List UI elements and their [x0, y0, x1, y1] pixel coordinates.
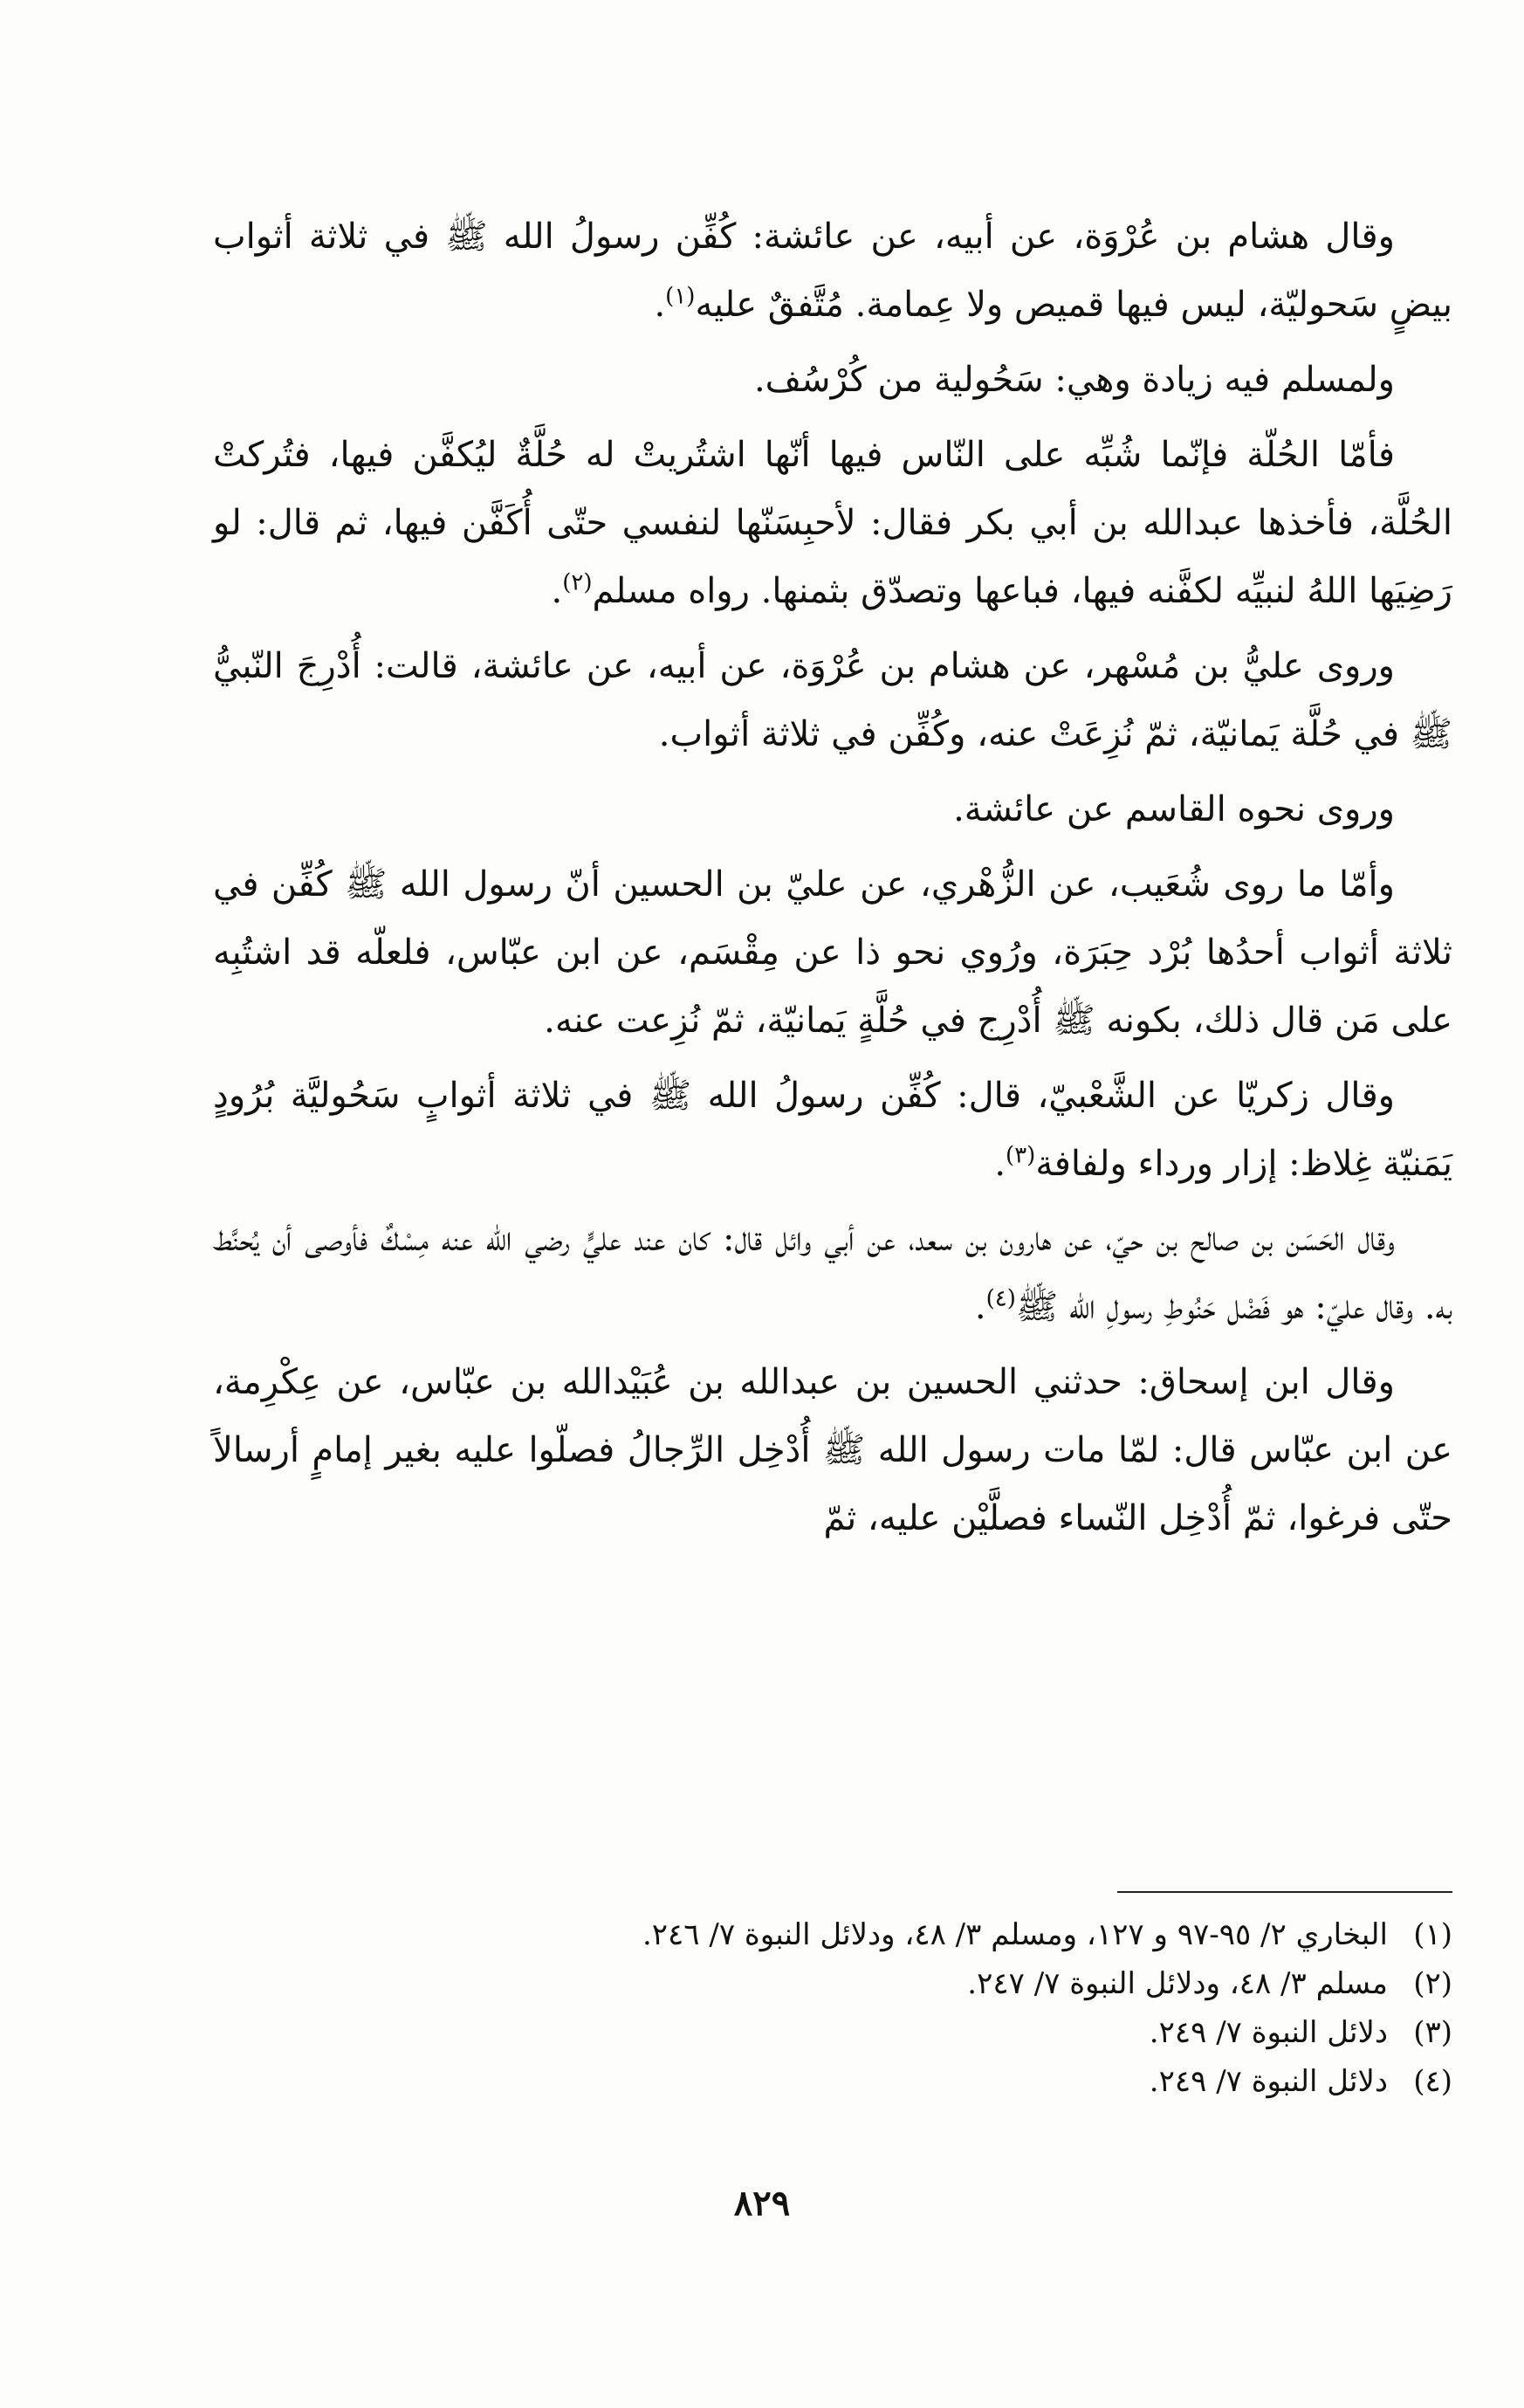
paragraph: [213, 775, 1452, 843]
paragraph-text: وقال ابن إسحاق: حدثني الحسين بن عبدالله بن عُبَيْدالله بن عبّاس، عن عِكْرِمة، عن ابن عبّاس قال: لمّا مات رسول الله ﷺ أُدْخِل الرِّجالُ فصلّوا عليه بغير إمامٍ أرسالاً حتّى فرغوا، ثمّ أُدْخِل النّساء فصلَّيْن عليه، ثمّ: [213, 1362, 1452, 1538]
footnote-reference: (١): [665, 283, 696, 310]
paragraph: [213, 850, 1452, 1055]
paragraph-text: وقال هشام بن عُرْوَة، عن أبيه، عن عائشة: كُفِّن رسولُ الله ﷺ في ثلاثة أثواب بيضٍ سَحوليّة، ليس فيها قميص ولا عِمامة. مُتَّفقٌ عليه: [213, 217, 1452, 325]
footnote-number: (٤): [1413, 2064, 1452, 2099]
footnote-divider: [1117, 1891, 1452, 1893]
footnote-number: (٣): [1413, 2015, 1452, 2050]
paragraph-text: وأمّا ما روى شُعَيب، عن الزُّهْري، عن عليّ بن الحسين أنّ رسول الله ﷺ كُفِّن في ثلاثة أثواب أحدُها بُرْد حِبَرَة، ورُوي نحو ذا عن مِقْسَم، عن ابن عبّاس، فلعلّه قد اشتُبِه على مَن قال ذلك، بكونه ﷺ أُدْرِج في حُلَّةٍ يَمانيّة، ثمّ نُزِعت عنه.: [213, 864, 1452, 1041]
paragraph: [213, 421, 1452, 625]
paragraph-tail: .: [551, 571, 563, 611]
footnotes: [213, 1910, 1452, 2106]
footnote-reference: (٢): [562, 569, 593, 596]
footnote-reference: (٣): [1006, 1142, 1036, 1169]
footnote-number: (١): [1413, 1917, 1452, 1952]
paragraph-tail: .: [994, 1144, 1006, 1184]
paragraph-tail: .: [974, 1287, 986, 1327]
footnote-reference: (٤): [985, 1285, 1016, 1312]
paragraph-text: وقال زكريّا عن الشَّعْبيّ، قال: كُفِّن رسولُ الله ﷺ في ثلاثة أثوابٍ سَحُوليَّة بُرُودٍ يَمَنيّة غِلاظ: إزار ورداء ولفافة: [213, 1076, 1452, 1184]
page-number: ٨٢٩: [733, 2183, 791, 2224]
paragraph-text: وقال الحَسَن بن صالح بن حيّ، عن هارون بن سعد، عن أبي وائل قال: كان عند عليٍّ رضي الله عنه مِسْكٌ فأوصى أن يُحنَّط به. وقال عليّ: هو فَضْل حَنُوطِ رسولِ الله ﷺ: [213, 1219, 1452, 1327]
paragraph-tail: .: [654, 285, 666, 325]
paragraph-text: فأمّا الحُلّة فإنّما شُبِّه على النّاس فيها أنّها اشتُريتْ له حُلَّةٌ ليُكفَّن فيها، فتُركتْ الحُلَّة، فأخذها عبدالله بن أبي بكر فقال: لأحبِسَنّها لنفسي حتّى أُكَفَّن فيها، ثم قال: لو رَضِيَها اللهُ لنبيِّه لكفَّنه فيها، فباعها وتصدّق بثمنها. رواه مسلم: [213, 435, 1452, 611]
paragraph: [213, 1348, 1452, 1552]
paragraph: [213, 1062, 1452, 1198]
footnote-text: مسلم ٣/ ٤٨، ودلائل النبوة ٧/ ٢٤٧.: [967, 1966, 1388, 2001]
footnote: [213, 1959, 1452, 2008]
footnote: [213, 1910, 1452, 1959]
paragraph-text: ولمسلم فيه زيادة وهي: سَحُولية من كُرْسُف.: [753, 360, 1395, 400]
footnote-text: دلائل النبوة ٧/ ٢٤٩.: [1149, 2015, 1388, 2050]
paragraph: [213, 203, 1452, 339]
main-text: [213, 203, 1452, 1559]
footnote-number: (٢): [1413, 1966, 1452, 2001]
paragraph: [213, 1205, 1452, 1341]
footnote-text: دلائل النبوة ٧/ ٢٤٩.: [1149, 2064, 1388, 2099]
paragraph-text: وروى عليُّ بن مُسْهر، عن هشام بن عُرْوَة، عن أبيه، عن عائشة، قالت: أُدْرِجَ النّبيُّ ﷺ في حُلَّة يَمانيّة، ثمّ نُزِعَتْ عنه، وكُفِّن في ثلاثة أثواب.: [213, 646, 1452, 754]
footnote-text: البخاري ٢/ ٩٥-٩٧ و ١٢٧، ومسلم ٣/ ٤٨، ودلائل النبوة ٧/ ٢٤٦.: [642, 1917, 1388, 1952]
paragraph: [213, 632, 1452, 768]
footnote: [213, 2057, 1452, 2106]
paragraph: [213, 346, 1452, 414]
footnote: [213, 2008, 1452, 2057]
paragraph-text: وروى نحوه القاسم عن عائشة.: [953, 789, 1395, 829]
